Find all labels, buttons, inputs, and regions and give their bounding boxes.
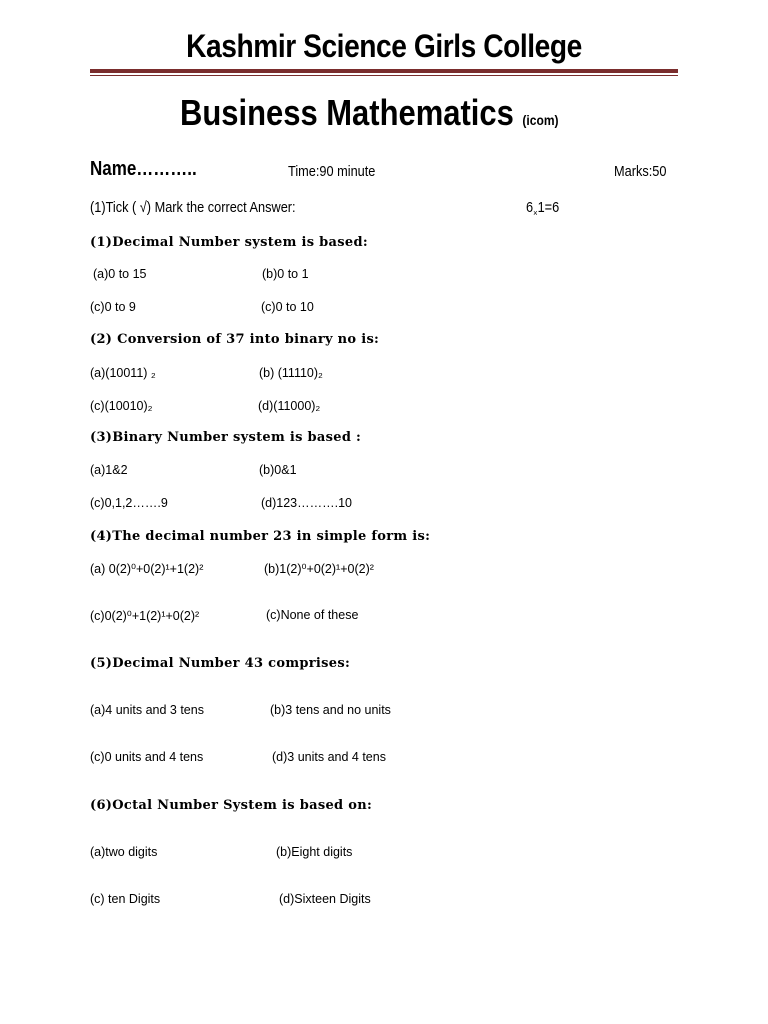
- q4-option-c[interactable]: (c)0(2)⁰+1(2)¹+0(2)²: [90, 609, 200, 623]
- q5-option-a[interactable]: (a)4 units and 3 tens: [90, 703, 204, 717]
- q3-option-c[interactable]: (c)0,1,2…….9: [90, 496, 168, 510]
- q3-option-b[interactable]: (b)0&1: [259, 463, 297, 477]
- college-name: Kashmir Science Girls College: [186, 28, 582, 64]
- q6-option-b[interactable]: (b)Eight digits: [276, 845, 353, 859]
- score-prefix: 6: [526, 199, 534, 216]
- q6-option-d[interactable]: (d)Sixteen Digits: [279, 892, 371, 906]
- subject-title: [180, 92, 559, 134]
- q1-option-b[interactable]: (b)0 to 1: [262, 267, 309, 281]
- question-2: (2) Conversion of 37 into binary no is:: [90, 332, 380, 347]
- header-divider-thick: [90, 69, 678, 73]
- q2-option-b[interactable]: (b) (11110)₂: [259, 366, 323, 380]
- q4-option-d[interactable]: (c)None of these: [266, 608, 359, 622]
- score-suffix: 1=6: [537, 199, 560, 216]
- subject-tag: (icom): [522, 112, 559, 128]
- subject-name: Business Mathematics: [180, 92, 514, 133]
- score-multiply: ×: [533, 208, 538, 218]
- q4-option-b[interactable]: (b)1(2)⁰+0(2)¹+0(2)²: [264, 562, 374, 576]
- q2-option-d[interactable]: (d)(11000)₂: [258, 399, 321, 413]
- q1-option-d[interactable]: (c)0 to 10: [261, 300, 314, 314]
- q6-option-a[interactable]: (a)two digits: [90, 845, 158, 859]
- q5-option-b[interactable]: (b)3 tens and no units: [270, 703, 391, 717]
- q3-option-d[interactable]: (d)123……….10: [261, 496, 353, 510]
- marks-label: Marks:50: [614, 163, 667, 180]
- header-divider-thin: [90, 75, 678, 76]
- q1-option-c[interactable]: (c)0 to 9: [90, 300, 136, 314]
- q5-option-d[interactable]: (d)3 units and 4 tens: [272, 750, 386, 764]
- q2-option-c[interactable]: (c)(10010)₂: [90, 399, 153, 413]
- section-instruction: (1)Tick ( √) Mark the correct Answer:: [90, 199, 296, 216]
- question-6: (6)Octal Number System is based on:: [90, 798, 373, 813]
- section-score: [526, 199, 559, 218]
- question-3: (3)Binary Number system is based :: [90, 430, 362, 445]
- q5-option-c[interactable]: (c)0 units and 4 tens: [90, 750, 204, 764]
- question-4: (4)The decimal number 23 in simple form is:: [90, 529, 431, 544]
- question-5: (5)Decimal Number 43 comprises:: [90, 656, 351, 671]
- question-1: (1)Decimal Number system is based:: [90, 235, 368, 250]
- q6-option-c[interactable]: (c) ten Digits: [90, 892, 161, 906]
- name-label: Name………..: [90, 158, 197, 180]
- q4-option-a[interactable]: (a) 0(2)⁰+0(2)¹+1(2)²: [90, 562, 204, 576]
- q1-option-a[interactable]: (a)0 to 15: [93, 267, 147, 281]
- time-label: Time:90 minute: [288, 163, 376, 180]
- q2-option-a[interactable]: (a)(10011) ₂: [90, 366, 156, 380]
- q3-option-a[interactable]: (a)1&2: [90, 463, 128, 477]
